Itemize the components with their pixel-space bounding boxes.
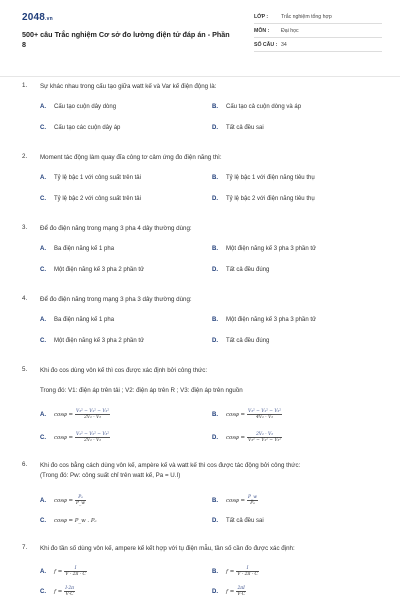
formula-fraction xyxy=(75,495,86,506)
option-b[interactable] xyxy=(212,104,301,110)
fraction-denominator: 2V₁ · V₂ xyxy=(84,438,101,443)
formula-fraction xyxy=(75,409,110,420)
fraction-denominator: 2V₁ · V₂ xyxy=(84,415,101,420)
option-letter: C. xyxy=(40,196,46,202)
option-d[interactable] xyxy=(212,432,282,443)
option-a[interactable] xyxy=(40,317,114,323)
option-b[interactable] xyxy=(212,317,316,323)
option-text: Tất cả đều đúng xyxy=(226,338,270,344)
option-letter: B. xyxy=(212,317,218,323)
option-letter: B. xyxy=(212,498,218,505)
option-letter: A. xyxy=(40,175,46,181)
fraction-numerator: 2V₁ · V₂ xyxy=(247,432,282,438)
question-text: Để đo điện năng trong mạng 3 pha 3 dây thường dùng: xyxy=(40,296,192,303)
fraction-denominator: P_w xyxy=(76,501,85,506)
option-text: Cấu tạo cả cuộn dòng và áp xyxy=(226,104,302,110)
question-7 xyxy=(22,544,382,600)
formula-lhs: cosφ = xyxy=(54,498,74,505)
fraction-denominator: V·C xyxy=(65,592,74,597)
question-number: 6. xyxy=(22,461,28,468)
fraction-numerator: I xyxy=(236,566,259,572)
option-letter: B. xyxy=(212,412,218,419)
option-letter: C. xyxy=(40,338,46,344)
formula-fraction xyxy=(247,432,282,443)
option-a[interactable] xyxy=(40,495,86,506)
fraction-numerator: 2πI xyxy=(237,586,245,591)
option-letter: B. xyxy=(212,569,218,576)
question-4 xyxy=(22,295,382,355)
question-6 xyxy=(22,461,382,536)
option-b[interactable] xyxy=(212,246,316,252)
fraction-denominator: V₃² − V₁² − V₂² xyxy=(248,438,282,443)
question-number: 2. xyxy=(22,153,28,160)
option-a[interactable] xyxy=(40,246,114,252)
option-letter: D. xyxy=(212,435,218,442)
fraction-numerator: V₃² − V₁² − V₂² xyxy=(248,409,282,414)
option-d[interactable] xyxy=(212,586,246,597)
option-text: Tất cả đều đúng xyxy=(226,267,270,273)
formula-fraction xyxy=(75,432,110,443)
option-letter: A. xyxy=(40,498,46,505)
option-letter: C. xyxy=(40,125,46,131)
header-divider xyxy=(0,76,400,77)
option-letter: D. xyxy=(212,196,218,202)
formula-lhs: cosφ = xyxy=(226,435,246,442)
document-header xyxy=(22,10,382,66)
fraction-denominator: V · 2π · C xyxy=(237,572,258,577)
formula-lhs: f = xyxy=(226,569,235,576)
question-text: Khi đo cos dùng vôn kế thì cos được xác định bởi công thức: xyxy=(40,367,208,374)
option-c[interactable] xyxy=(40,338,144,344)
question-text: Moment tác động làm quay đĩa công tơ cảm ứng đo điện năng thì: xyxy=(40,154,222,161)
question-subtext: (Trong đó: Pw: công suất chỉ trên watt kế, Pa = U.I) xyxy=(40,472,181,479)
formula-fraction xyxy=(236,586,246,597)
option-b[interactable] xyxy=(212,566,259,577)
document-meta xyxy=(254,10,382,52)
meta-row-count xyxy=(254,38,382,52)
formula-lhs: cosφ = xyxy=(226,412,246,419)
option-letter: B. xyxy=(212,104,218,110)
option-a[interactable] xyxy=(40,566,87,577)
fraction-numerator: Pₐ xyxy=(75,495,86,501)
formula-fraction xyxy=(64,586,75,597)
meta-row-subject xyxy=(254,24,382,38)
option-text: Cấu tạo các cuộn dây áp xyxy=(54,125,121,131)
option-letter: A. xyxy=(40,317,46,323)
meta-row-class xyxy=(254,10,382,24)
meta-value: Đại học xyxy=(281,27,299,34)
option-text: Tất cả đều sai xyxy=(226,518,264,524)
fraction-numerator: P_w xyxy=(248,495,257,500)
option-a[interactable] xyxy=(40,104,116,110)
question-1 xyxy=(22,82,382,142)
question-number: 5. xyxy=(22,366,28,373)
option-letter: A. xyxy=(40,569,46,576)
meta-value: Trắc nghiệm tổng hợp xyxy=(281,13,332,20)
option-a[interactable] xyxy=(40,409,110,420)
question-5 xyxy=(22,366,382,451)
option-text: Tỷ lệ bậc 1 với công suất trên tải xyxy=(54,175,141,181)
question-text: Khi đo tần số dùng vôn kế, ampere kế kết hợp với tụ điện mẫu, tần số cần đo được xác định: xyxy=(40,545,295,552)
question-number: 4. xyxy=(22,295,28,302)
option-letter: C. xyxy=(40,518,46,524)
option-a[interactable] xyxy=(40,175,141,181)
formula-fraction xyxy=(247,495,258,506)
option-c[interactable] xyxy=(40,267,144,273)
formula-lhs: cosφ = xyxy=(54,435,74,442)
page-title: 500+ câu Trắc nghiệm Cơ sở đo lường điện tử đáp án - Phần 8 xyxy=(22,30,230,49)
option-letter: B. xyxy=(212,175,218,181)
option-letter: A. xyxy=(40,104,46,110)
option-letter: B. xyxy=(212,246,218,252)
meta-key: MÔN : xyxy=(254,27,270,34)
option-c[interactable] xyxy=(40,125,120,131)
formula-lhs: cosφ = xyxy=(54,412,74,419)
meta-value: 34 xyxy=(281,41,287,48)
option-c[interactable] xyxy=(40,586,75,597)
option-text: Một điện năng kế 3 pha 3 phần tử xyxy=(226,246,317,252)
option-text: Tỷ lệ bậc 2 với công suất trên tải xyxy=(54,196,141,202)
option-text: Cấu tạo cuộn dây dòng xyxy=(54,104,117,110)
option-d[interactable] xyxy=(212,267,269,273)
question-number: 1. xyxy=(22,82,28,89)
option-letter: D. xyxy=(212,589,218,596)
meta-key: LỚP : xyxy=(254,13,269,20)
fraction-denominator: Pₐ xyxy=(250,501,255,506)
option-text: Ba điện năng kế 1 pha xyxy=(54,246,115,252)
question-subtext: Trong đó: V1: điện áp trên tải ; V2: điện áp trên R ; V3: điện áp trên nguồn xyxy=(40,387,243,394)
option-letter: A. xyxy=(40,246,46,252)
option-d[interactable] xyxy=(212,196,315,202)
option-text: Tất cả đều sai xyxy=(226,125,264,131)
formula-lhs: f = xyxy=(54,589,63,596)
option-text: Một điện năng kế 3 pha 2 phần tử xyxy=(54,338,145,344)
question-2 xyxy=(22,153,382,213)
formula-fraction xyxy=(236,566,259,577)
fraction-numerator: I·2π xyxy=(65,586,75,591)
formula-lhs: f = xyxy=(226,589,235,596)
fraction-denominator: V · 2π · C xyxy=(65,572,86,577)
formula-lhs: f = xyxy=(54,569,63,576)
formula-lhs: cosφ = P_w . Pₐ xyxy=(54,518,97,524)
fraction-numerator: V₁² − V₂² − V₃² xyxy=(76,432,110,437)
fraction-denominator: V·C xyxy=(237,592,246,597)
option-text: Tỷ lệ bậc 2 với điện năng tiêu thụ xyxy=(226,196,315,202)
formula-fraction xyxy=(64,566,87,577)
option-b[interactable] xyxy=(212,175,315,181)
fraction-denominator: 4V₁ · V₂ xyxy=(256,415,273,420)
question-3 xyxy=(22,224,382,284)
option-d[interactable] xyxy=(212,518,264,524)
option-letter: C. xyxy=(40,435,46,442)
option-text: Một điện năng kế 3 pha 3 phần tử xyxy=(226,317,317,323)
option-text: Ba điện năng kế 1 pha xyxy=(54,317,115,323)
question-number: 7. xyxy=(22,544,28,551)
fraction-numerator: V₃² − V₁² − V₂² xyxy=(76,409,110,414)
question-text: Để đo điện năng trong mạng 3 pha 4 dây thường dùng: xyxy=(40,225,192,232)
option-letter: A. xyxy=(40,412,46,419)
option-c[interactable] xyxy=(40,432,110,443)
option-d[interactable] xyxy=(212,125,264,131)
option-letter: D. xyxy=(212,338,218,344)
option-letter: D. xyxy=(212,125,218,131)
logo-main: 2048 xyxy=(22,12,46,23)
option-letter: D. xyxy=(212,518,218,524)
question-number: 3. xyxy=(22,224,28,231)
option-letter: C. xyxy=(40,589,46,596)
option-c[interactable] xyxy=(40,518,96,524)
site-logo[interactable] xyxy=(22,12,53,23)
fraction-numerator: I xyxy=(64,566,87,572)
question-text: Khi đo cos bằng cách dùng vôn kế, ampère kế và watt kế thì cos được tác động bởi công thức: xyxy=(40,462,301,469)
option-b[interactable] xyxy=(212,495,258,506)
formula-lhs: cosφ = xyxy=(226,498,246,505)
option-text: Tỷ lệ bậc 1 với điện năng tiêu thụ xyxy=(226,175,315,181)
logo-suffix: .vn xyxy=(45,16,53,22)
meta-key: SỐ CÂU : xyxy=(254,41,278,48)
option-letter: C. xyxy=(40,267,46,273)
option-c[interactable] xyxy=(40,196,141,202)
option-letter: D. xyxy=(212,267,218,273)
option-text: Một điện năng kế 3 pha 2 phần tử xyxy=(54,267,145,273)
option-d[interactable] xyxy=(212,338,269,344)
question-text: Sự khác nhau trong cấu tạo giữa watt kế và Var kế điện động là: xyxy=(40,83,217,90)
option-b[interactable] xyxy=(212,409,282,420)
formula-fraction xyxy=(247,409,282,420)
